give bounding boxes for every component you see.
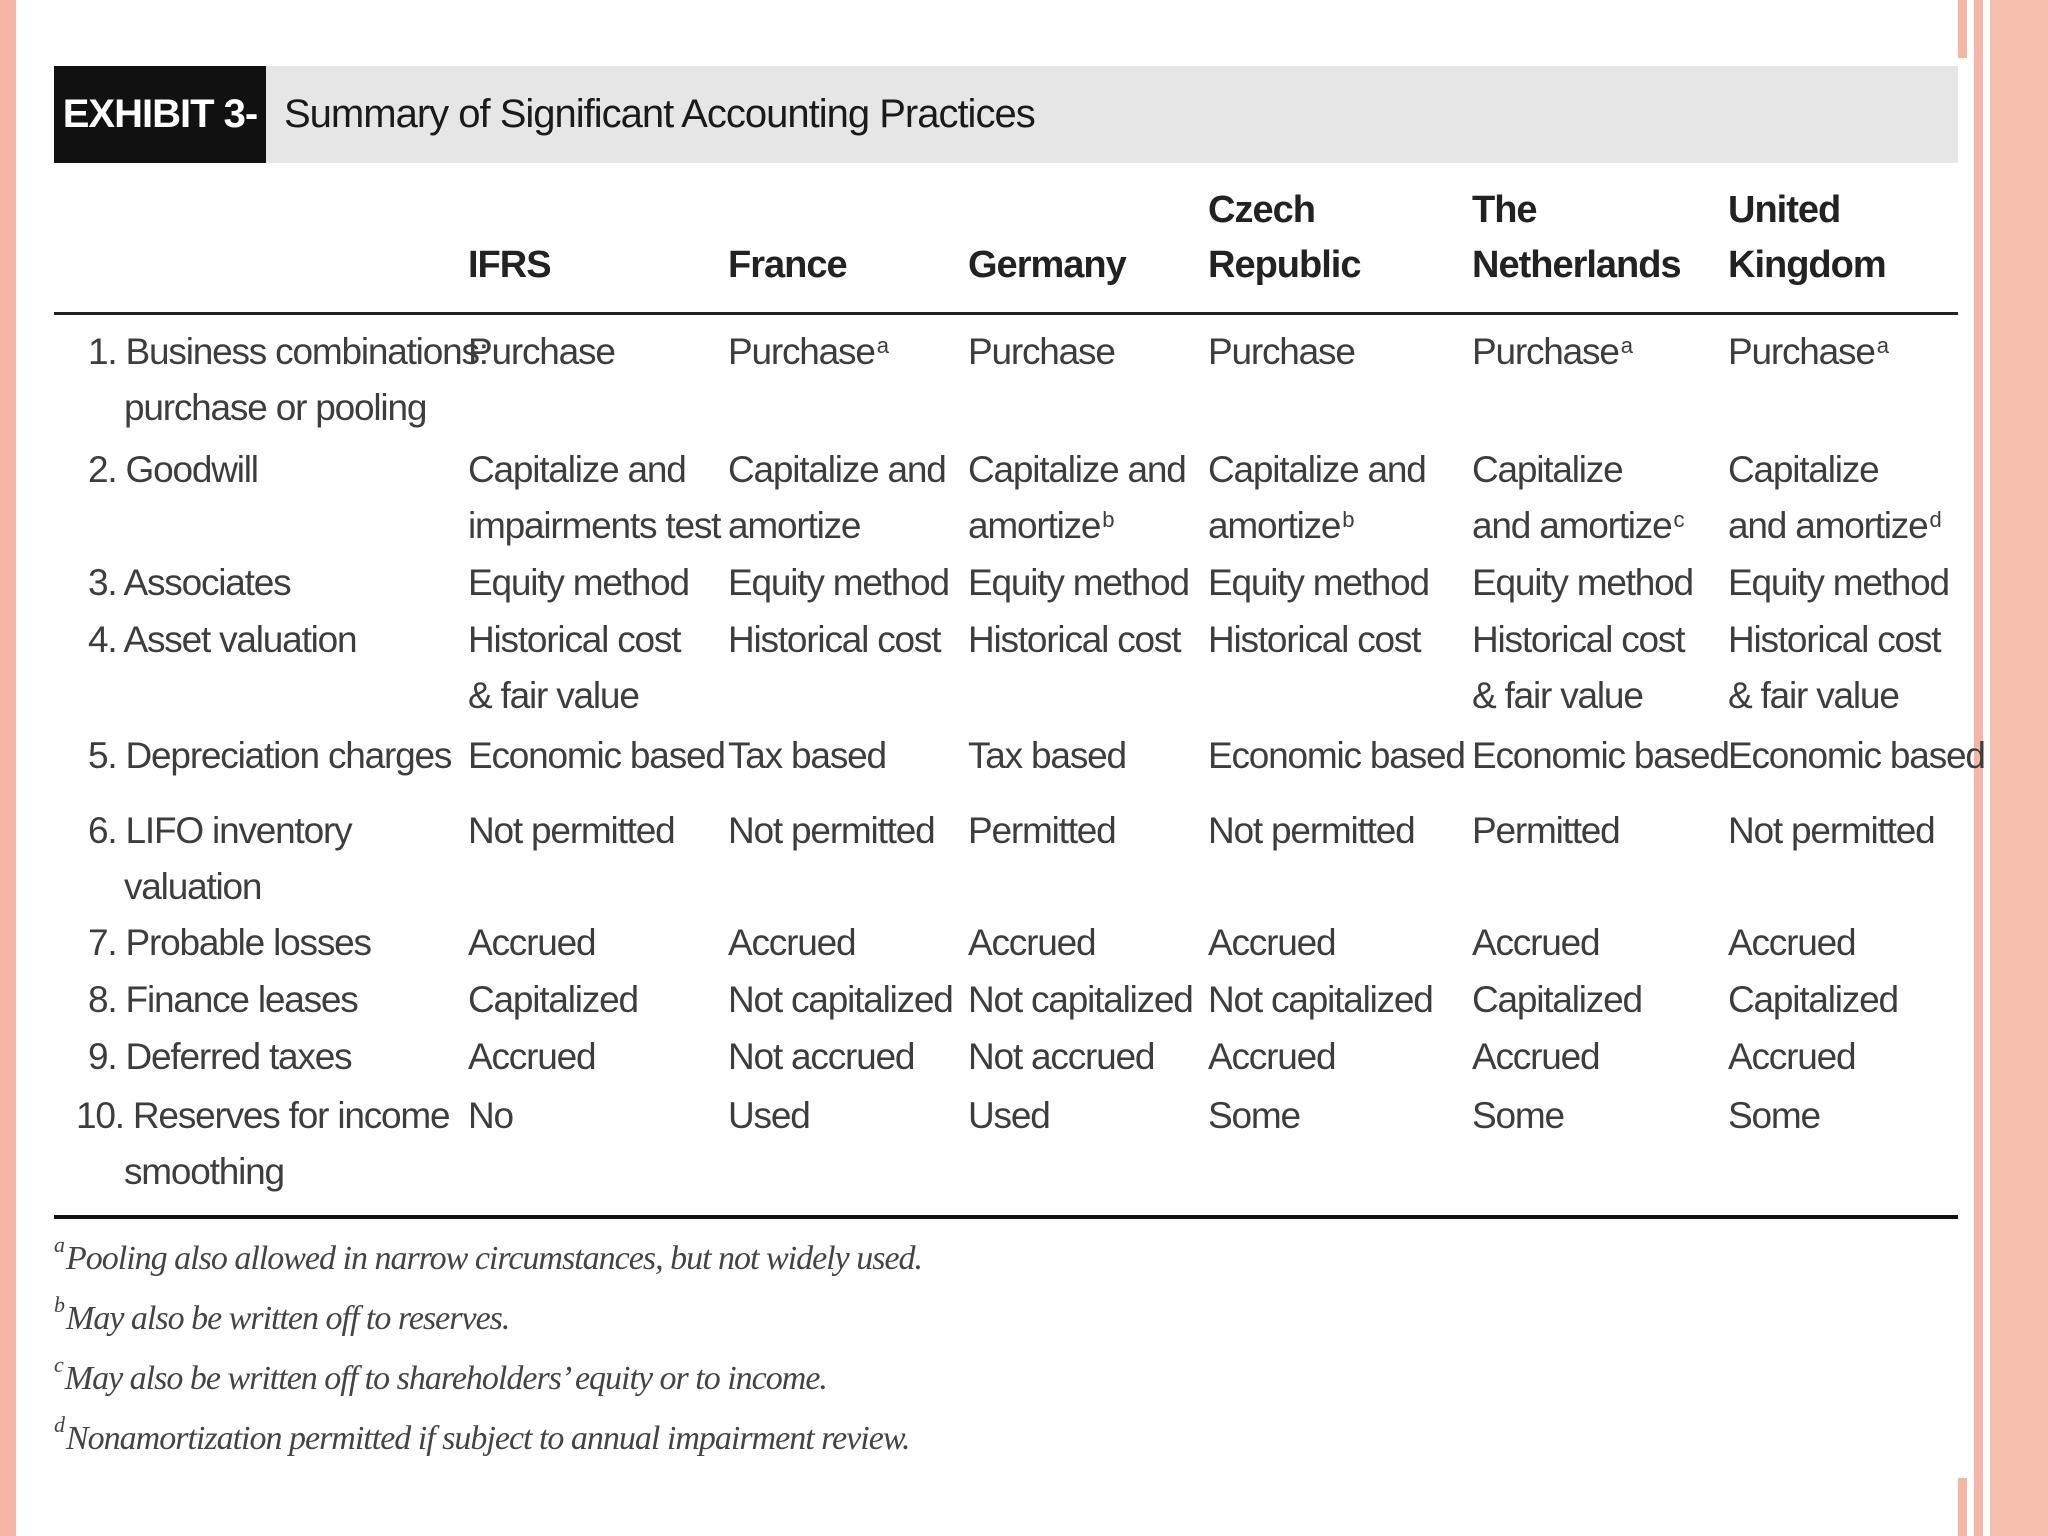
table-cell: Capitalize and amortize (728, 449, 946, 546)
table-cell: Historical cost & fair value (1728, 619, 1941, 716)
slide-frame-left (0, 0, 16, 1536)
table-cell: Accrued (968, 922, 1096, 963)
table-cell: Purchase$^a$ (1728, 331, 1888, 372)
table-cell: Capitalize and amortize$^b$ (968, 449, 1186, 546)
table-cell: Tax based (728, 735, 886, 776)
table-cell: Not permitted (728, 810, 935, 851)
exhibit-title: Summary of Significant Accounting Practices (284, 92, 1035, 136)
table-cell: Equity method (968, 562, 1189, 603)
exhibit-label: EXHIBIT 3-6 (54, 66, 266, 163)
table-cell: Purchase (468, 331, 615, 372)
table-header-rule (54, 312, 1958, 315)
table-cell: Equity method (468, 562, 689, 603)
footnote: $^b$May also be written off to reserves. (54, 1292, 510, 1337)
table-cell: Purchase (1208, 331, 1355, 372)
table-cell: Economic based (468, 735, 725, 776)
table-cell: Equity method (728, 562, 949, 603)
row-label: 1. Business combinations: purchase or pooling (88, 331, 488, 428)
table-cell: Not accrued (968, 1036, 1155, 1077)
table-cell: Permitted (1472, 810, 1620, 851)
table-cell: Accrued (1472, 922, 1600, 963)
table-cell: Historical cost (728, 619, 941, 660)
table-cell: Accrued (1208, 922, 1336, 963)
row-label: 4. Asset valuation (88, 619, 357, 660)
slide-frame-right-accent (1958, 0, 1967, 58)
table-cell: Historical cost & fair value (1472, 619, 1685, 716)
table-cell: Accrued (1472, 1036, 1600, 1077)
footnote: $^a$Pooling also allowed in narrow circumstances, but not widely used. (54, 1232, 923, 1277)
table-cell: Accrued (468, 1036, 596, 1077)
table-cell: Historical cost (1208, 619, 1421, 660)
row-label: 7. Probable losses (88, 922, 371, 963)
table-cell: Capitalize and amortize$^b$ (1208, 449, 1426, 546)
row-label: 2. Goodwill (88, 449, 258, 490)
table-cell: Capitalize and amortize$^c$ (1472, 449, 1684, 546)
table-cell: Used (728, 1095, 810, 1136)
column-header: IFRS (468, 244, 551, 286)
table-cell: Equity method (1208, 562, 1429, 603)
table-cell: Purchase$^a$ (728, 331, 888, 372)
row-label: 6. LIFO inventory valuation (88, 810, 352, 907)
column-header: United Kingdom (1728, 189, 1886, 286)
table-cell: Accrued (1728, 922, 1856, 963)
row-label: 5. Depreciation charges (88, 735, 452, 776)
column-header: France (728, 244, 847, 286)
table-cell: Accrued (1208, 1036, 1336, 1077)
table-cell: Economic based (1728, 735, 1985, 776)
footnote: $^d$Nonamortization permitted if subject to annual impairment review. (54, 1412, 910, 1457)
slide-frame-right-accent (1958, 1478, 1967, 1536)
table-cell: Purchase$^a$ (1472, 331, 1632, 372)
slide-frame-right-band (1990, 0, 2048, 1536)
column-header: The Netherlands (1472, 189, 1681, 286)
table-cell: Some (1208, 1095, 1300, 1136)
table-cell: Capitalized (1728, 979, 1898, 1020)
row-label: 3. Associates (88, 562, 291, 603)
table-cell: Not permitted (1208, 810, 1415, 851)
table-cell: Used (968, 1095, 1050, 1136)
row-label: 10. Reserves for income smoothing (76, 1095, 450, 1192)
table-cell: No (468, 1095, 513, 1136)
table-cell: Accrued (728, 922, 856, 963)
column-header: Germany (968, 244, 1126, 286)
table-cell: Not permitted (1728, 810, 1935, 851)
table-cell: Economic based (1472, 735, 1729, 776)
table-cell: Not capitalized (728, 979, 953, 1020)
table-cell: Historical cost (968, 619, 1181, 660)
table-cell: Capitalize and amortize$^d$ (1728, 449, 1941, 546)
table-cell: Capitalized (468, 979, 638, 1020)
row-label: 9. Deferred taxes (88, 1036, 352, 1077)
table-cell: Not capitalized (968, 979, 1193, 1020)
table-cell: Permitted (968, 810, 1116, 851)
table-cell: Not accrued (728, 1036, 915, 1077)
table-cell: Equity method (1472, 562, 1693, 603)
table-cell: Equity method (1728, 562, 1949, 603)
table-cell: Historical cost & fair value (468, 619, 681, 716)
table-cell: Accrued (1728, 1036, 1856, 1077)
table-cell: Not capitalized (1208, 979, 1433, 1020)
table-cell: Accrued (468, 922, 596, 963)
table-cell: Economic based (1208, 735, 1465, 776)
footnote: $^c$May also be written off to shareholders’ equity or to income. (54, 1352, 827, 1397)
table-cell: Capitalized (1472, 979, 1642, 1020)
row-label: 8. Finance leases (88, 979, 358, 1020)
table-cell: Capitalize and impairments test (468, 449, 721, 546)
table-cell: Some (1728, 1095, 1820, 1136)
table-cell: Purchase (968, 331, 1115, 372)
column-header: Czech Republic (1208, 189, 1361, 286)
table-bottom-rule (54, 1215, 1958, 1219)
table-cell: Tax based (968, 735, 1126, 776)
table-cell: Not permitted (468, 810, 675, 851)
table-cell: Some (1472, 1095, 1564, 1136)
